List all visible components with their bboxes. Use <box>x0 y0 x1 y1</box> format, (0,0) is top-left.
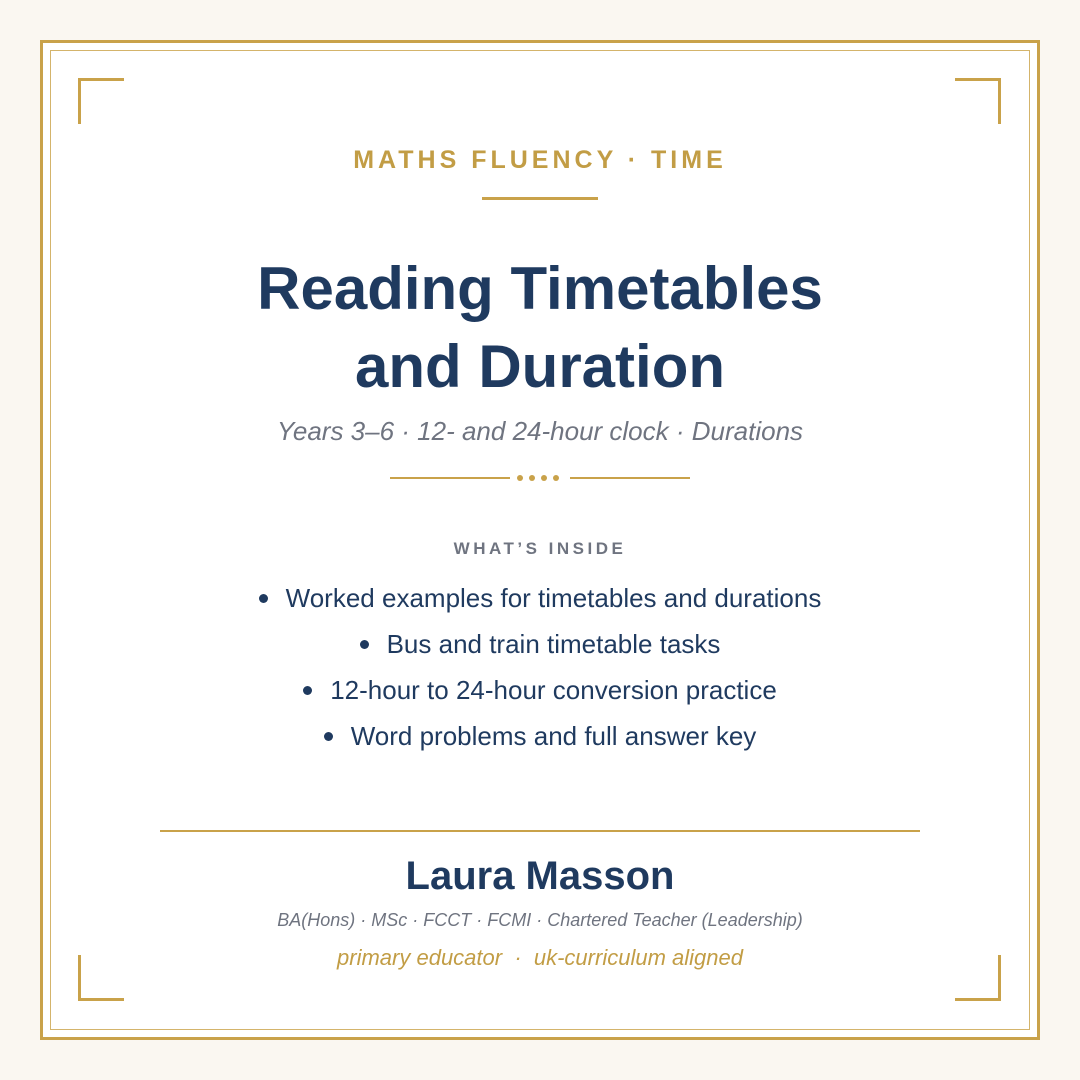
feature-text: Worked examples for timetables and durations <box>285 583 822 613</box>
bullet-icon <box>360 640 369 649</box>
author-tagline: primary educator · uk-curriculum aligned <box>337 945 743 970</box>
bullet-icon <box>259 594 268 603</box>
corner-bracket-top-left <box>78 78 124 124</box>
title-line-2: and Duration <box>355 333 725 400</box>
ornament-dot <box>553 475 559 481</box>
eyebrow-label: MATHS FLUENCY · TIME <box>353 146 727 174</box>
page-title <box>0 250 1080 406</box>
footer-divider <box>160 830 920 832</box>
ornament-line-left <box>390 477 510 479</box>
ornament-line-right <box>570 477 690 479</box>
feature-text: Bus and train timetable tasks <box>386 629 721 659</box>
ornament-dot <box>517 475 523 481</box>
ornament-dot <box>541 475 547 481</box>
ornament-divider <box>390 470 690 486</box>
corner-bracket-top-right <box>955 78 1001 124</box>
bullet-icon <box>303 686 312 695</box>
feature-item <box>0 624 1080 670</box>
eyebrow-rule <box>482 197 598 200</box>
feature-item <box>0 670 1080 716</box>
subtitle: Years 3–6 · 12- and 24-hour clock · Durations <box>276 416 804 446</box>
title-line-1: Reading Timetables <box>257 255 823 322</box>
feature-text: Word problems and full answer key <box>350 721 757 751</box>
author-name: Laura Masson <box>405 854 675 898</box>
bullet-icon <box>324 732 333 741</box>
ornament-dot <box>529 475 535 481</box>
section-label: WHAT’S INSIDE <box>453 539 627 558</box>
author-credentials: BA(Hons) · MSc · FCCT · FCMI · Chartered Teacher (Leadership) <box>277 910 803 930</box>
feature-item <box>0 578 1080 624</box>
feature-list <box>0 578 1080 762</box>
feature-item <box>0 716 1080 762</box>
feature-text: 12-hour to 24-hour conversion practice <box>330 675 777 705</box>
